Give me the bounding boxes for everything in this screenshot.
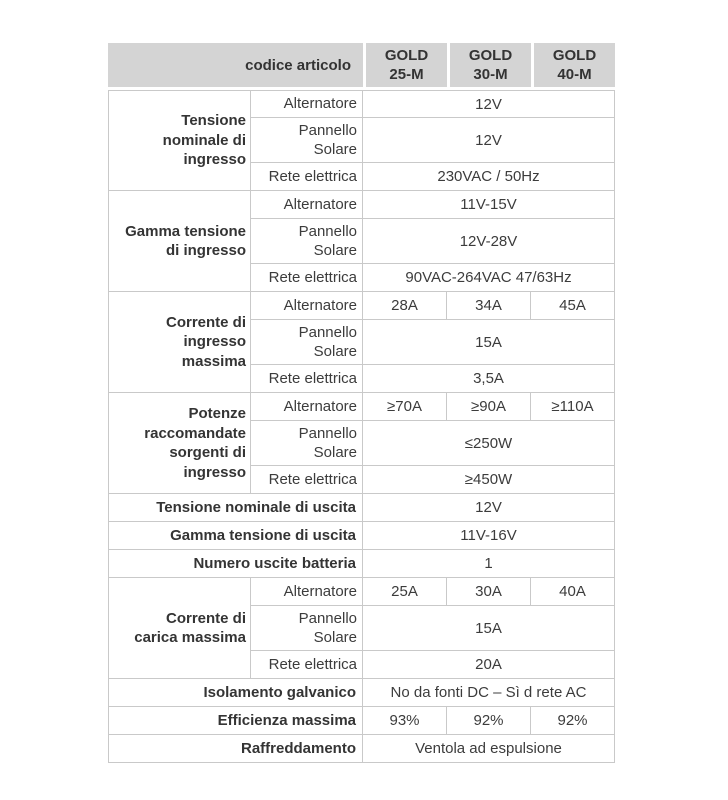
source-label: Rete elettrica	[251, 466, 363, 494]
spec-value: 28A	[363, 292, 447, 320]
source-label: Pannello Solare	[251, 606, 363, 651]
product-model: 40-M	[557, 66, 592, 83]
table-row	[108, 735, 615, 763]
product-brand: GOLD	[384, 46, 429, 64]
spec-value: 34A	[447, 292, 531, 320]
table-row	[108, 578, 615, 606]
spec-value: 25A	[363, 578, 447, 606]
spec-value: 45A	[531, 292, 615, 320]
spec-value: ≥90A	[447, 393, 531, 421]
table-row	[108, 90, 615, 118]
header-codice-articolo: codice articolo	[108, 43, 363, 90]
source-label: Pannello Solare	[251, 219, 363, 264]
source-label: Alternatore	[251, 393, 363, 421]
table-row	[108, 679, 615, 707]
spec-value: 90VAC-264VAC 47/63Hz	[363, 264, 615, 292]
source-label: Alternatore	[251, 578, 363, 606]
spec-value: 92%	[447, 707, 531, 735]
column-header-gold-25m	[363, 43, 447, 90]
spec-value: ≥450W	[363, 466, 615, 494]
table-row	[108, 191, 615, 219]
row-label-efficienza-massima: Efficienza massima	[108, 707, 363, 735]
row-label-raffreddamento: Raffreddamento	[108, 735, 363, 763]
spec-value: 93%	[363, 707, 447, 735]
source-label: Alternatore	[251, 90, 363, 118]
spec-value: 1	[363, 550, 615, 578]
source-label: Rete elettrica	[251, 264, 363, 292]
source-label: Alternatore	[251, 191, 363, 219]
spec-value: 20A	[363, 651, 615, 679]
column-header-gold-30m	[447, 43, 531, 90]
table-row	[108, 292, 615, 320]
spec-value: 92%	[531, 707, 615, 735]
spec-value: ≥110A	[531, 393, 615, 421]
row-label-numero-uscite-batteria: Numero uscite batteria	[108, 550, 363, 578]
spec-value: Ventola ad espulsione	[363, 735, 615, 763]
spec-value: 12V	[363, 90, 615, 118]
spec-value: 11V-16V	[363, 522, 615, 550]
spec-value: 40A	[531, 578, 615, 606]
group-label-gamma-tensione-ingresso: Gamma tensione di ingresso	[108, 191, 251, 292]
group-label-corrente-ingresso-massima: Corrente di ingresso massima	[108, 292, 251, 393]
spec-value: ≤250W	[363, 421, 615, 466]
spec-value: 12V-28V	[363, 219, 615, 264]
row-label-gamma-tensione-uscita: Gamma tensione di uscita	[108, 522, 363, 550]
spec-value: 230VAC / 50Hz	[363, 163, 615, 191]
source-label: Rete elettrica	[251, 163, 363, 191]
table-row	[108, 550, 615, 578]
table-row	[108, 522, 615, 550]
spec-value: ≥70A	[363, 393, 447, 421]
product-model: 25-M	[389, 66, 424, 83]
product-model: 30-M	[473, 66, 508, 83]
group-label-potenze-raccomandate: Potenze raccomandate sorgenti di ingresso	[108, 393, 251, 494]
source-label: Rete elettrica	[251, 651, 363, 679]
group-label-corrente-carica-massima: Corrente di carica massima	[108, 578, 251, 679]
header-row	[108, 43, 615, 90]
product-brand: GOLD	[552, 46, 597, 64]
spec-value: 3,5A	[363, 365, 615, 393]
spec-value: 11V-15V	[363, 191, 615, 219]
spec-value: 30A	[447, 578, 531, 606]
product-brand: GOLD	[468, 46, 513, 64]
spec-value: No da fonti DC – Sì d rete AC	[363, 679, 615, 707]
source-label: Pannello Solare	[251, 118, 363, 163]
source-label: Alternatore	[251, 292, 363, 320]
table-row	[108, 707, 615, 735]
spec-value: 15A	[363, 320, 615, 365]
spec-value: 12V	[363, 494, 615, 522]
spec-value: 12V	[363, 118, 615, 163]
group-label-tensione-nominale-ingresso: Tensione nominale di ingresso	[108, 90, 251, 191]
row-label-isolamento-galvanico: Isolamento galvanico	[108, 679, 363, 707]
source-label: Pannello Solare	[251, 320, 363, 365]
source-label: Pannello Solare	[251, 421, 363, 466]
spec-value: 15A	[363, 606, 615, 651]
source-label: Rete elettrica	[251, 365, 363, 393]
row-label-tensione-nominale-uscita: Tensione nominale di uscita	[108, 494, 363, 522]
spec-table	[108, 43, 615, 763]
table-row	[108, 494, 615, 522]
column-header-gold-40m	[531, 43, 615, 90]
table-row	[108, 393, 615, 421]
